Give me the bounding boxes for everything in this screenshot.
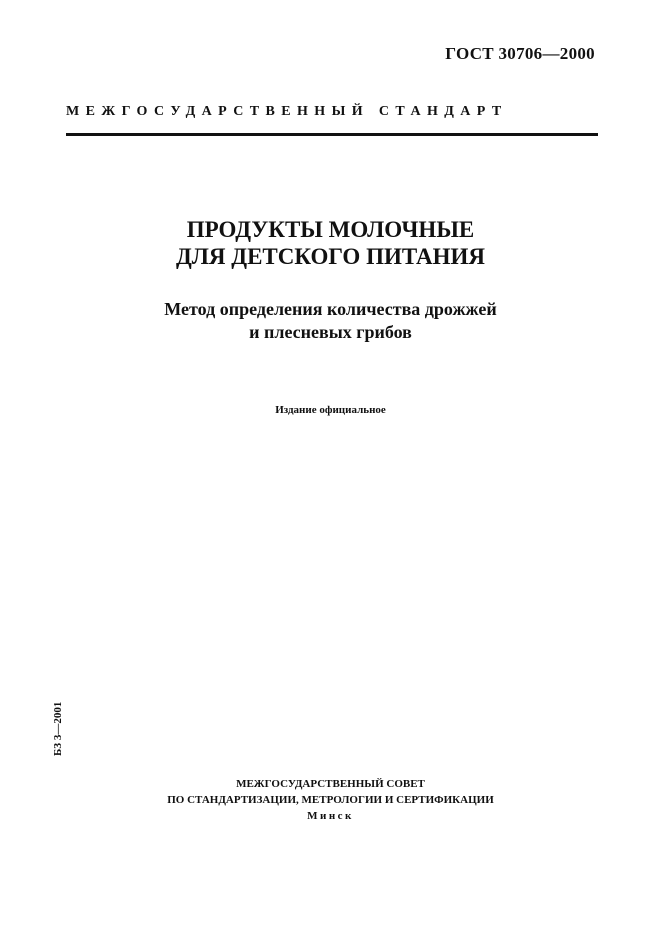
header-divider (66, 133, 598, 136)
edition-note: Издание официальное (275, 404, 386, 416)
document-number: ГОСТ 30706—2000 (445, 44, 595, 63)
title-line-1: ПРОДУКТЫ МОЛОЧНЫЕ (186, 217, 475, 242)
standard-category-heading: МЕЖГОСУДАРСТВЕННЫЙ СТАНДАРТ (66, 104, 508, 119)
document-title (0, 216, 661, 270)
publisher-line-2: ПО СТАНДАРТИЗАЦИИ, МЕТРОЛОГИИ И СЕРТИФИКАЦИИ (167, 794, 494, 806)
document-subtitle (0, 298, 661, 344)
publisher-line-1: МЕЖГОСУДАРСТВЕННЫЙ СОВЕТ (236, 778, 425, 790)
publication-city: Минск (307, 810, 354, 822)
subtitle-line-2: и плесневых грибов (249, 322, 412, 342)
side-catalog-code: БЗ 3—2001 (52, 701, 64, 756)
publisher-block (0, 776, 661, 824)
title-line-2: ДЛЯ ДЕТСКОГО ПИТАНИЯ (175, 244, 486, 269)
subtitle-line-1: Метод определения количества дрожжей (164, 299, 497, 319)
